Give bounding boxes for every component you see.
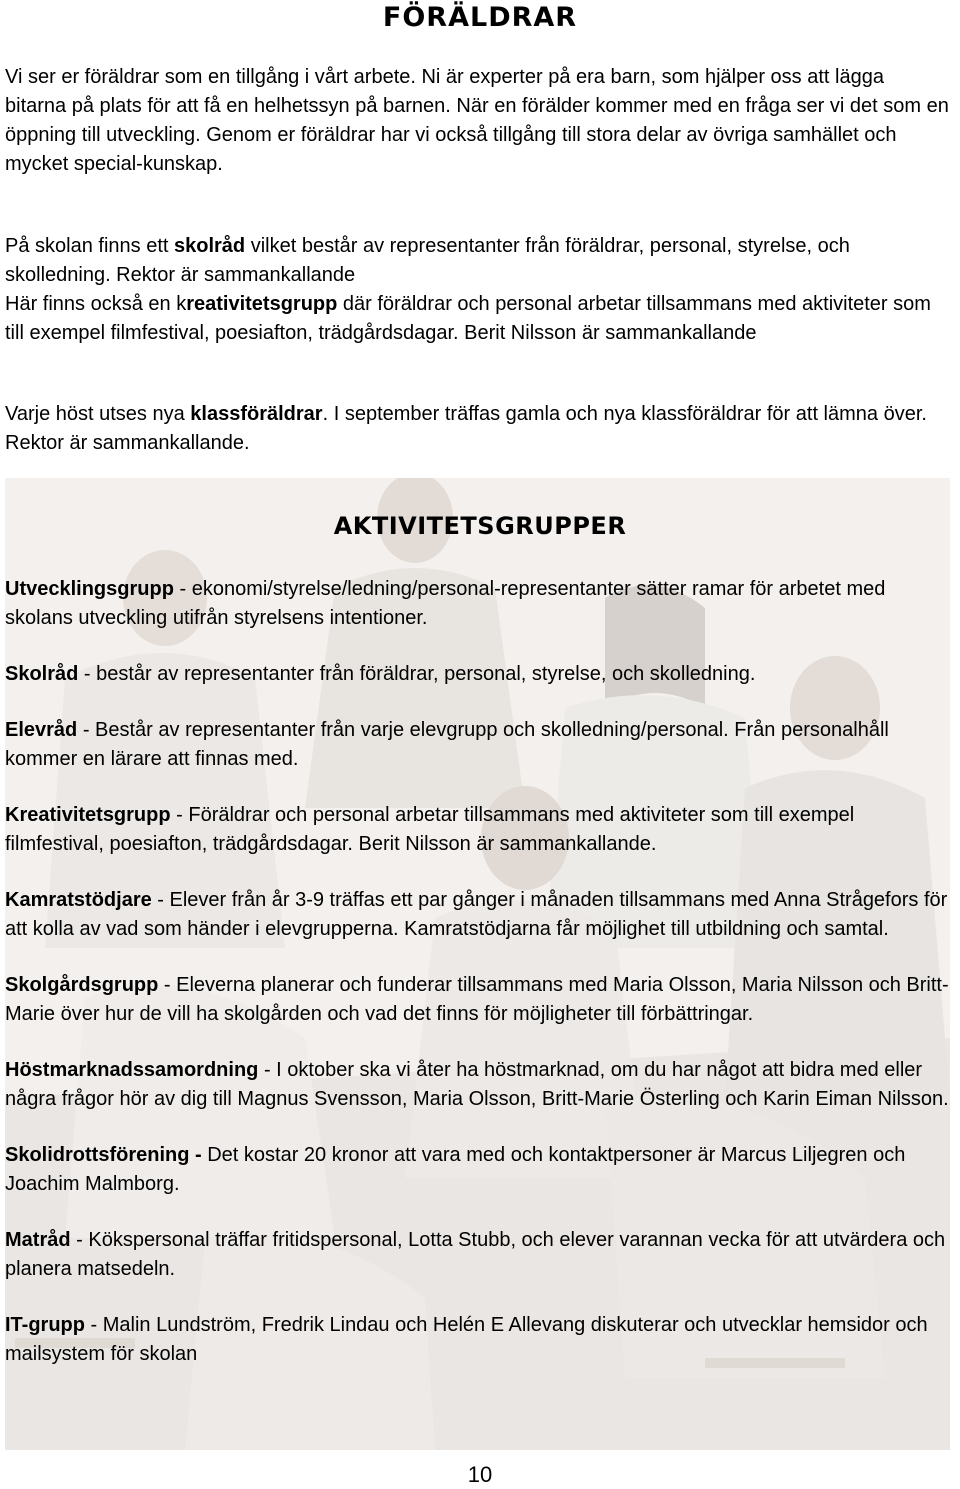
group-description: - Malin Lundström, Fredrik Lindau och Helén E Allevang diskuterar och utvecklar hemsidor och mailsystem för skolan — [5, 1314, 928, 1365]
group-description: - Eleverna planerar och funderar tillsammans med Maria Olsson, Maria Nilsson och Britt-Marie över hur de vill ha skolgården och vad det finns för möjligheter till förbättringar. — [5, 974, 949, 1025]
list-item — [5, 801, 950, 859]
group-name: Skolråd — [5, 663, 79, 685]
skolrad-term: skolråd — [173, 235, 246, 257]
group-name: Utvecklingsgrupp — [5, 578, 174, 600]
group-name: Skolidrottsförening - — [5, 1144, 202, 1166]
kreativitet-text-1: Här finns också en k — [5, 293, 187, 315]
skolrad-text-1: På skolan finns ett — [5, 235, 174, 257]
group-description: - Består av representanter från varje elevgrupp och skolledning/personal. Från personalhåll kommer en lärare att finnas med. — [5, 719, 889, 770]
group-name: Elevråd — [5, 719, 78, 741]
list-item — [5, 1056, 950, 1114]
section-title: AKTIVITETSGRUPPER — [333, 512, 627, 540]
klass-text-1: Varje höst utses nya — [5, 403, 191, 425]
group-description: - ekonomi/styrelse/ledning/personal-representanter sätter ramar för arbetet med skolans utveckling utifrån styrelsens intentioner. — [5, 578, 886, 629]
page-number: 10 — [467, 1462, 493, 1487]
klass-text-2: . I september träffas gamla och nya klassföräldrar för att lämna över. Rektor är sammankallande. — [5, 403, 927, 454]
list-item — [5, 1311, 950, 1369]
list-item — [5, 1141, 950, 1199]
group-name: Kamratstödjare — [5, 889, 152, 911]
activity-groups-list — [5, 575, 950, 1396]
group-name: Skolgårdsgrupp — [5, 974, 159, 996]
skolrad-text-2: vilket består av representanter från föräldrar, personal, styrelse, och skolledning. Rektor är sammankallande — [5, 235, 850, 286]
list-item — [5, 971, 950, 1029]
list-item — [5, 575, 950, 633]
group-description: - I oktober ska vi åter ha höstmarknad, om du har något att bidra med eller några frågor hör av dig till Magnus Svensson, Maria Olsson, Britt-Marie Österling och Karin Eiman Nilsson. — [5, 1059, 949, 1110]
page-title: FÖRÄLDRAR — [382, 2, 578, 33]
klass-term: klassföräldrar — [190, 403, 323, 425]
group-name: IT-grupp — [5, 1314, 85, 1336]
group-name: Höstmarknadssamordning — [5, 1059, 259, 1081]
intro-paragraph: Vi ser er föräldrar som en tillgång i vårt arbete. Ni är experter på era barn, som hjälper oss att lägga bitarna på plats för att få en helhetssyn på barnen. När en förälder kommer med en fråga ser vi det som en öppning till utveckling. Genom er föräldrar har vi också tillgång till stora delar av övriga samhället och mycket special-kunskap. — [5, 66, 949, 175]
list-item — [5, 886, 950, 944]
group-description: Det kostar 20 kronor att vara med och kontaktpersoner är Marcus Liljegren och Joachim Malmborg. — [5, 1144, 906, 1195]
group-name: Matråd — [5, 1229, 71, 1251]
list-item — [5, 660, 950, 689]
group-description: - Kökspersonal träffar fritidspersonal, Lotta Stubb, och elever varannan vecka för att utvärdera och planera matsedeln. — [5, 1229, 946, 1280]
skolrad-paragraph — [5, 232, 950, 348]
list-item — [5, 716, 950, 774]
group-description: - Elever från år 3-9 träffas ett par gånger i månaden tillsammans med Anna Strågefors för att kolla av vad som händer i elevgrupperna. Kamratstödjarna får möjlighet till utbildning och samtal. — [5, 889, 948, 940]
kreativitet-text-2: där föräldrar och personal arbetar tillsammans med aktiviteter som till exempel filmfestival, poesiafton, trädgårdsdagar. Berit Nilsson är sammankallande — [5, 293, 931, 344]
group-description: - består av representanter från föräldrar, personal, styrelse, och skolledning. — [78, 663, 756, 685]
list-item — [5, 1226, 950, 1284]
kreativitet-term: reativitetsgrupp — [186, 293, 338, 315]
group-description: - Föräldrar och personal arbetar tillsammans med aktiviteter som till exempel filmfestival, poesiafton, trädgårdsdagar. Berit Nilsson är sammankallande. — [5, 804, 855, 855]
group-name: Kreativitetsgrupp — [5, 804, 171, 826]
klassforaldrar-paragraph — [5, 400, 950, 458]
